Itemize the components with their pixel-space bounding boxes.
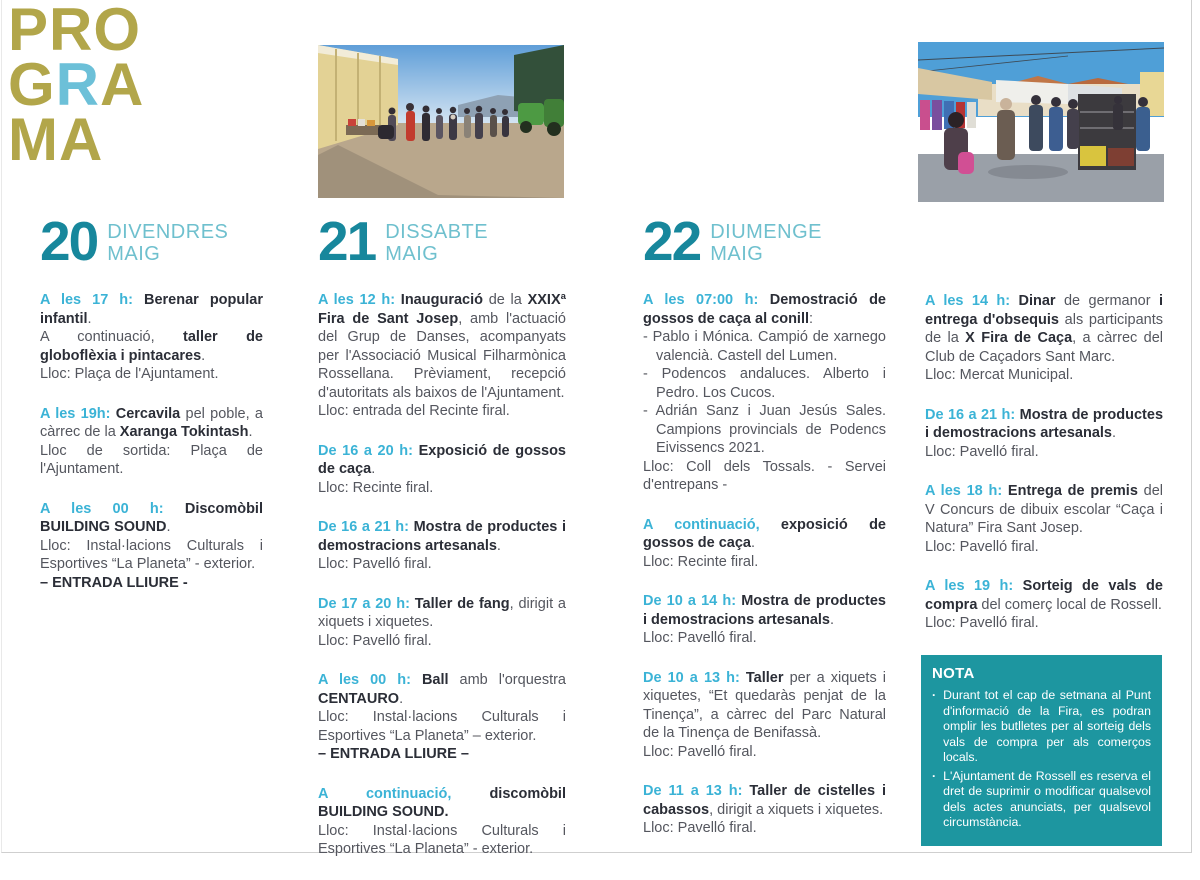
day-header	[318, 210, 566, 272]
day-column-22	[643, 210, 886, 859]
text-run: A les 19 h:	[925, 578, 1023, 594]
text-run: De 11 a 13 h:	[643, 783, 750, 799]
text-run: A les 00 h:	[40, 500, 185, 517]
text-run: per a xiquets i xiquetes, “Et quedaràs penjat de la Tinença”, a càrrec del Parc Natural de la Tinença de Benifassà.	[643, 669, 886, 741]
text-run: XXIXª Fira de Sant Josep	[318, 292, 566, 327]
day-number: 21	[318, 210, 376, 272]
text-run: Dinar	[1018, 293, 1056, 309]
event-paragraph-body	[318, 671, 566, 708]
text-run: de germanor	[1055, 293, 1159, 309]
event-item	[40, 405, 263, 479]
text-run: Lloc: Mercat Municipal.	[925, 367, 1074, 383]
text-run: de la	[482, 292, 528, 308]
event-item	[318, 518, 566, 574]
event-paragraph-body	[925, 482, 1163, 538]
event-paragraph-loc	[318, 555, 566, 574]
fairground-crowd-photo	[318, 45, 564, 198]
day-name-weekday: DIVENDRES	[107, 221, 229, 243]
text-run: Mostra de productes i demostracions artesanals	[643, 593, 886, 628]
text-run: .	[201, 347, 206, 364]
text-run: Berenar popular infantil	[40, 292, 263, 327]
event-paragraph-body	[318, 442, 566, 479]
text-run: Discomòbil BUILDING SOUND	[40, 500, 263, 535]
event-item	[318, 671, 566, 764]
event-item	[925, 482, 1163, 556]
logo-text-r: R	[55, 51, 101, 118]
event-paragraph-bullet	[643, 328, 886, 365]
text-run: Mostra de productes i demostracions artesanals	[925, 406, 1164, 441]
event-item	[925, 577, 1163, 633]
day-column-21	[318, 210, 566, 880]
bullet-icon: ·	[932, 688, 937, 702]
text-run: Lloc: Pavelló firal.	[925, 615, 1039, 631]
nota-item-text: L'Ajuntament de Rossell es reserva el dret de suprimir o modificar qualsevol dels actes anunciats, per qualsevol circumstància.	[943, 768, 1151, 829]
event-paragraph-body	[643, 669, 886, 743]
day-name	[107, 217, 228, 265]
text-run: - Adrián Sanz i Juan Jesús Sales. Campions provincials de Podencs Eivissencs 2021.	[643, 403, 886, 456]
event-paragraph-bullet	[643, 402, 886, 458]
text-run: - Pablo i Mónica. Campió de xarnego valencià. Castell del Lumen.	[643, 329, 886, 364]
text-run: Mostra de productes i demostracions artesanals	[318, 519, 566, 554]
text-run: De 10 a 13 h:	[643, 669, 746, 686]
event-item	[318, 442, 566, 498]
text-run: Lloc: Pavelló firal.	[925, 443, 1039, 460]
nota-title: NOTA	[932, 665, 975, 682]
text-run: Lloc: Instal·lacions Culturals i Esportives “La Planeta” - exterior.	[40, 537, 263, 572]
text-run: discomòbil BUILDING SOUND.	[318, 785, 566, 820]
text-run: Demostració de gossos de caça al conill	[643, 292, 886, 327]
text-run: A les 12 h:	[318, 292, 401, 308]
logo-text-a: A	[100, 51, 145, 118]
text-run: taller de globoflèxia i pintacares	[40, 329, 263, 364]
event-paragraph-loc	[925, 443, 1163, 462]
day-column-20	[40, 210, 263, 613]
text-run: amb l'orquestra	[448, 672, 566, 688]
event-item	[925, 292, 1163, 385]
text-run: Exposició de gossos de caça	[318, 442, 566, 477]
event-paragraph-body	[40, 328, 263, 365]
text-run: .	[166, 519, 171, 535]
text-run: Lloc: Pavelló firal.	[318, 556, 432, 572]
text-run: als participants de la	[925, 311, 1163, 346]
text-run: :	[809, 310, 814, 327]
event-item	[318, 595, 566, 651]
text-run: .	[371, 461, 376, 477]
text-run: Lloc: Recinte firal.	[318, 479, 434, 496]
event-item	[643, 291, 886, 495]
text-run: A continuació,	[643, 516, 781, 533]
logo-text-pro: PRO	[8, 0, 142, 63]
text-run: Lloc de sortida: Plaça de l'Ajuntament.	[40, 442, 263, 477]
text-run: A les 07:00 h:	[643, 292, 770, 308]
text-run: Xaranga Tokintash	[119, 424, 249, 440]
event-paragraph-loc	[925, 614, 1163, 633]
text-run: A continuació,	[40, 329, 184, 345]
logo-line-1	[8, 0, 144, 63]
street-market-photo	[918, 42, 1164, 202]
day-name-weekday: DIUMENGE	[710, 221, 822, 243]
logo-text-g: G	[8, 51, 56, 118]
text-run: Lloc: Pavelló firal.	[643, 820, 757, 836]
event-paragraph-loc	[318, 632, 566, 651]
event-paragraph-loc	[318, 822, 566, 859]
text-run: , dirigit a xiquets i xiquetes.	[709, 801, 884, 818]
nota-box	[921, 655, 1162, 846]
text-run: Lloc: Coll dels Tossals. - Servei d'entrepans -	[643, 458, 886, 493]
text-run: .	[399, 690, 404, 707]
text-run: Lloc: Pavelló firal.	[643, 743, 757, 760]
event-paragraph-loc	[643, 553, 886, 572]
text-run: .	[1111, 425, 1117, 441]
text-run: De 16 a 20 h:	[318, 442, 419, 459]
event-paragraph-body	[318, 785, 566, 822]
text-run: .	[496, 537, 501, 554]
event-item	[318, 785, 566, 859]
text-run: Ball	[421, 672, 449, 688]
text-run: A les 14 h:	[925, 293, 1019, 309]
nota-item-text: Durant tot el cap de setmana al Punt d'informació de la Fira, es podran omplir les butlletes per al sorteig dels vals de compra per als comerços locals.	[943, 688, 1151, 764]
text-run: exposició de gossos de caça	[643, 516, 886, 551]
event-paragraph-loc	[643, 458, 886, 495]
text-run: – ENTRADA LLIURE -	[40, 574, 188, 591]
text-run: Taller de cistelles i cabassos	[643, 783, 886, 818]
text-run: Entrega de premis	[1007, 483, 1138, 499]
programa-logo	[8, 0, 145, 173]
text-run: De 16 a 21 h:	[318, 519, 414, 535]
event-paragraph-loc	[318, 708, 566, 745]
market-photo-graphic	[918, 42, 1164, 202]
event-paragraph-body	[925, 577, 1163, 614]
text-run: A les 17 h:	[40, 292, 144, 308]
text-run: Lloc: Pavelló firal.	[925, 538, 1039, 555]
text-run: , dirigit a xiquets i xiquetes.	[318, 595, 566, 630]
day-name-month: MAIG	[710, 243, 764, 265]
bullet-icon: ·	[932, 768, 937, 783]
event-item	[643, 669, 886, 762]
text-run: .	[829, 611, 835, 628]
day-number: 20	[40, 210, 98, 272]
event-item	[40, 500, 263, 593]
day-column-22-continuation	[925, 217, 1163, 654]
event-paragraph-body	[643, 782, 886, 819]
text-run: Lloc: Pavelló firal.	[643, 630, 757, 646]
event-item	[40, 291, 263, 384]
event-paragraph-body	[318, 291, 566, 402]
text-run: .	[87, 310, 92, 327]
event-item	[318, 291, 566, 421]
event-item	[925, 406, 1163, 462]
text-run: Lloc: Plaça de l'Ajuntament.	[40, 366, 219, 382]
text-run: , a càrrec del Club de Caçadors Sant Marc.	[925, 330, 1163, 365]
text-run: A les 18 h:	[925, 483, 1008, 499]
text-run: - Podencos andaluces. Alberto i Pedro. Los Cucos.	[643, 366, 886, 401]
text-run: Lloc: entrada del Recinte firal.	[318, 403, 510, 419]
text-run: De 10 a 14 h:	[643, 593, 742, 609]
event-paragraph-body	[318, 518, 566, 555]
text-run: Lloc: Recinte firal.	[643, 553, 759, 570]
text-run: Lloc: Instal·lacions Culturals i Esportives “La Planeta” – exterior.	[318, 709, 566, 744]
day-name-weekday: DISSABTE	[385, 221, 489, 243]
event-paragraph-body	[40, 405, 263, 442]
day-name-month: MAIG	[107, 243, 161, 265]
text-run: .	[751, 535, 756, 551]
logo-line-3	[8, 106, 144, 173]
event-paragraph-loc	[40, 537, 263, 574]
nota-item	[932, 769, 1151, 831]
event-paragraph-body	[40, 500, 263, 537]
event-paragraph-loc	[925, 538, 1163, 557]
text-run: A les 19h:	[40, 405, 116, 422]
text-run: Lloc: Instal·lacions Culturals i Esportives “La Planeta” - exterior.	[318, 822, 566, 857]
text-run: Cercavila	[115, 405, 181, 422]
text-run: , amb l'actuació del Grup de Danses, acompanyats per l'Associació Musical Filharmònica Rossellana. Prèviament, recepció d'autoritats als baixos de l'Ajuntament.	[318, 310, 566, 401]
event-paragraph-loc	[643, 743, 886, 762]
text-run: – ENTRADA LLIURE –	[318, 746, 469, 762]
day-header	[643, 210, 886, 272]
text-run: X Fira de Caça	[965, 330, 1073, 346]
text-run: A continuació,	[318, 785, 490, 802]
event-item	[643, 516, 886, 572]
text-run: De 17 a 20 h:	[318, 595, 415, 612]
day-header	[40, 210, 263, 272]
event-paragraph-loc	[318, 479, 566, 498]
event-paragraph-body	[643, 592, 886, 629]
event-paragraph-loc	[40, 442, 263, 479]
day-name	[385, 217, 488, 265]
day-name	[710, 217, 822, 265]
event-paragraph-body	[40, 291, 263, 328]
event-item	[643, 782, 886, 838]
event-paragraph-loc	[40, 365, 263, 384]
event-paragraph-loc	[318, 402, 566, 421]
event-paragraph-loc	[925, 366, 1163, 385]
text-run: Sorteig de vals de compra	[925, 578, 1163, 613]
event-paragraph-body	[643, 516, 886, 553]
day-name-month: MAIG	[385, 243, 439, 265]
event-paragraph-body	[925, 292, 1163, 366]
event-paragraph-loc	[643, 629, 886, 648]
day-number: 22	[643, 210, 701, 272]
nota-item	[932, 688, 1151, 766]
text-run: Lloc: Pavelló firal.	[318, 632, 432, 649]
text-run: Taller	[745, 669, 784, 686]
event-paragraph-entry	[318, 745, 566, 764]
event-paragraph-bullet	[643, 365, 886, 402]
text-run: .	[248, 424, 253, 440]
event-paragraph-loc	[643, 819, 886, 838]
text-run: Inauguració	[400, 292, 483, 308]
logo-line-2	[8, 51, 145, 118]
event-paragraph-entry	[40, 574, 263, 593]
text-run: del comerç local de Rossell.	[977, 596, 1162, 613]
logo-text-ma: MA	[8, 106, 104, 173]
event-item	[643, 592, 886, 648]
event-paragraph-body	[925, 406, 1163, 443]
event-paragraph-body	[318, 595, 566, 632]
text-run: i entrega d'obsequis	[925, 293, 1163, 328]
text-run: pel poble, a càrrec de la	[40, 405, 263, 440]
text-run: A les 00 h:	[318, 672, 422, 688]
text-run: CENTAURO	[318, 690, 400, 707]
event-paragraph-body	[643, 291, 886, 328]
text-run: del V Concurs de dibuix escolar “Caça i Natura” Fira Sant Josep.	[925, 483, 1163, 536]
fairground-photo-graphic	[318, 45, 564, 198]
text-run: Taller de fang	[414, 595, 510, 612]
text-run: De 16 a 21 h:	[925, 406, 1020, 423]
